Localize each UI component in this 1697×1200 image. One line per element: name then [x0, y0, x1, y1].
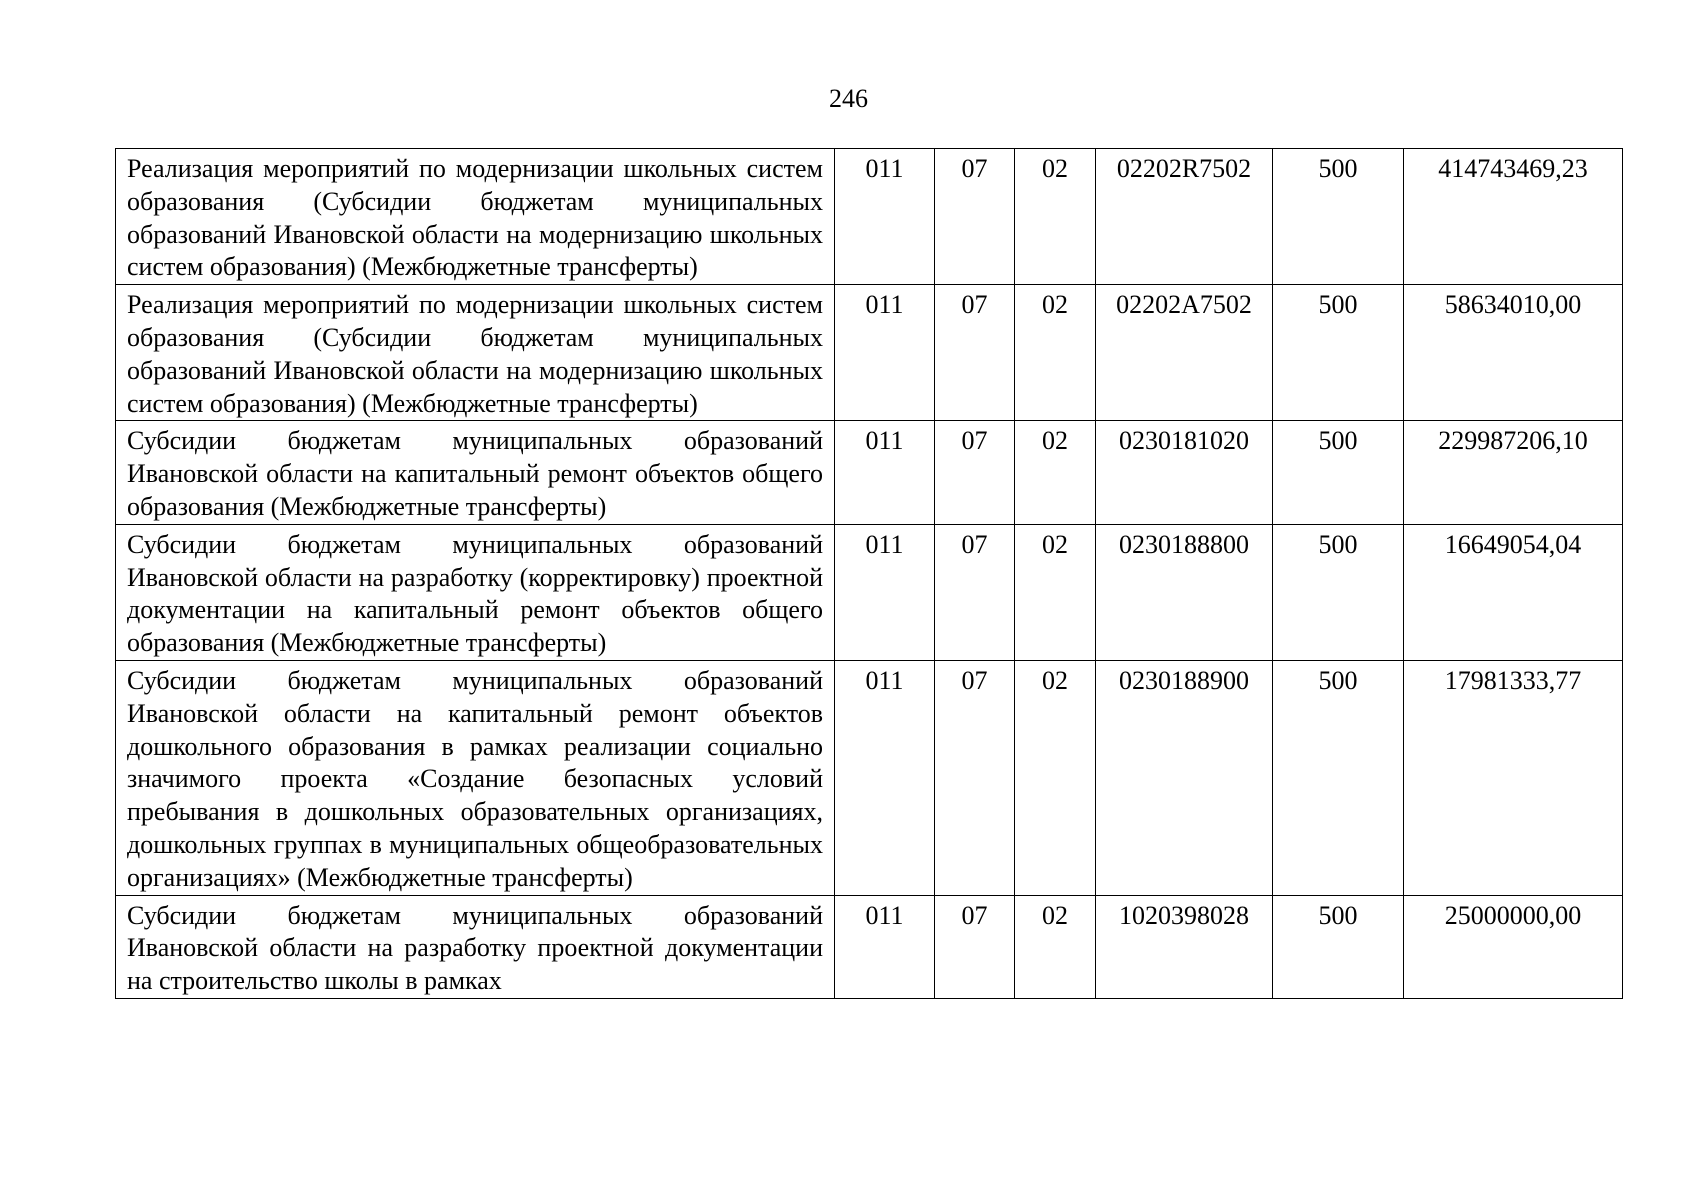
section-code-cell: 07 — [935, 421, 1015, 524]
section-code-cell: 07 — [935, 285, 1015, 421]
description-cell: Субсидии бюджетам муниципальных образований Ивановской области на капитальный ремонт объектов дошкольного образования в рамках реализации социально значимого проекта «Создание безопасных условий пребывания в дошкольных образовательных организациях, дошкольных группах в муниципальных общеобразовательных организациях» (Межбюджетные трансферты) — [116, 660, 835, 895]
expense-type-cell: 500 — [1273, 421, 1404, 524]
subsection-code-cell: 02 — [1015, 660, 1096, 895]
table-row — [116, 660, 1623, 895]
description-cell: Субсидии бюджетам муниципальных образований Ивановской области на разработку (корректировку) проектной документации на капитальный ремонт объектов общего образования (Межбюджетные трансферты) — [116, 524, 835, 660]
target-article-cell: 0230188800 — [1096, 524, 1273, 660]
table-row — [116, 524, 1623, 660]
page-number: 246 — [829, 84, 868, 113]
amount-cell: 229987206,10 — [1404, 421, 1623, 524]
description-cell: Реализация мероприятий по модернизации школьных систем образования (Субсидии бюджетам муниципальных образований Ивановской области на модернизацию школьных систем образования) (Межбюджетные трансферты) — [116, 149, 835, 285]
table-row — [116, 895, 1623, 998]
target-article-cell: 02202A7502 — [1096, 285, 1273, 421]
section-code-cell: 07 — [935, 149, 1015, 285]
ministry-code-cell: 011 — [835, 149, 935, 285]
expense-type-cell: 500 — [1273, 660, 1404, 895]
expense-type-cell: 500 — [1273, 895, 1404, 998]
amount-cell: 16649054,04 — [1404, 524, 1623, 660]
target-article-cell: 02202R7502 — [1096, 149, 1273, 285]
target-article-cell: 0230181020 — [1096, 421, 1273, 524]
target-article-cell: 1020398028 — [1096, 895, 1273, 998]
ministry-code-cell: 011 — [835, 895, 935, 998]
table-row — [116, 149, 1623, 285]
subsection-code-cell: 02 — [1015, 421, 1096, 524]
ministry-code-cell: 011 — [835, 660, 935, 895]
budget-table — [115, 148, 1623, 999]
table-row — [116, 421, 1623, 524]
amount-cell: 17981333,77 — [1404, 660, 1623, 895]
section-code-cell: 07 — [935, 895, 1015, 998]
ministry-code-cell: 011 — [835, 285, 935, 421]
ministry-code-cell: 011 — [835, 524, 935, 660]
expense-type-cell: 500 — [1273, 149, 1404, 285]
expense-type-cell: 500 — [1273, 524, 1404, 660]
target-article-cell: 0230188900 — [1096, 660, 1273, 895]
subsection-code-cell: 02 — [1015, 524, 1096, 660]
subsection-code-cell: 02 — [1015, 149, 1096, 285]
description-cell: Субсидии бюджетам муниципальных образований Ивановской области на разработку проектной документации на строительство школы в рамках — [116, 895, 835, 998]
section-code-cell: 07 — [935, 660, 1015, 895]
section-code-cell: 07 — [935, 524, 1015, 660]
table-body — [116, 149, 1623, 999]
subsection-code-cell: 02 — [1015, 895, 1096, 998]
table-row — [116, 285, 1623, 421]
amount-cell: 25000000,00 — [1404, 895, 1623, 998]
expense-type-cell: 500 — [1273, 285, 1404, 421]
description-cell: Реализация мероприятий по модернизации школьных систем образования (Субсидии бюджетам муниципальных образований Ивановской области на модернизацию школьных систем образования) (Межбюджетные трансферты) — [116, 285, 835, 421]
subsection-code-cell: 02 — [1015, 285, 1096, 421]
ministry-code-cell: 011 — [835, 421, 935, 524]
amount-cell: 414743469,23 — [1404, 149, 1623, 285]
amount-cell: 58634010,00 — [1404, 285, 1623, 421]
description-cell: Субсидии бюджетам муниципальных образований Ивановской области на капитальный ремонт объектов общего образования (Межбюджетные трансферты) — [116, 421, 835, 524]
